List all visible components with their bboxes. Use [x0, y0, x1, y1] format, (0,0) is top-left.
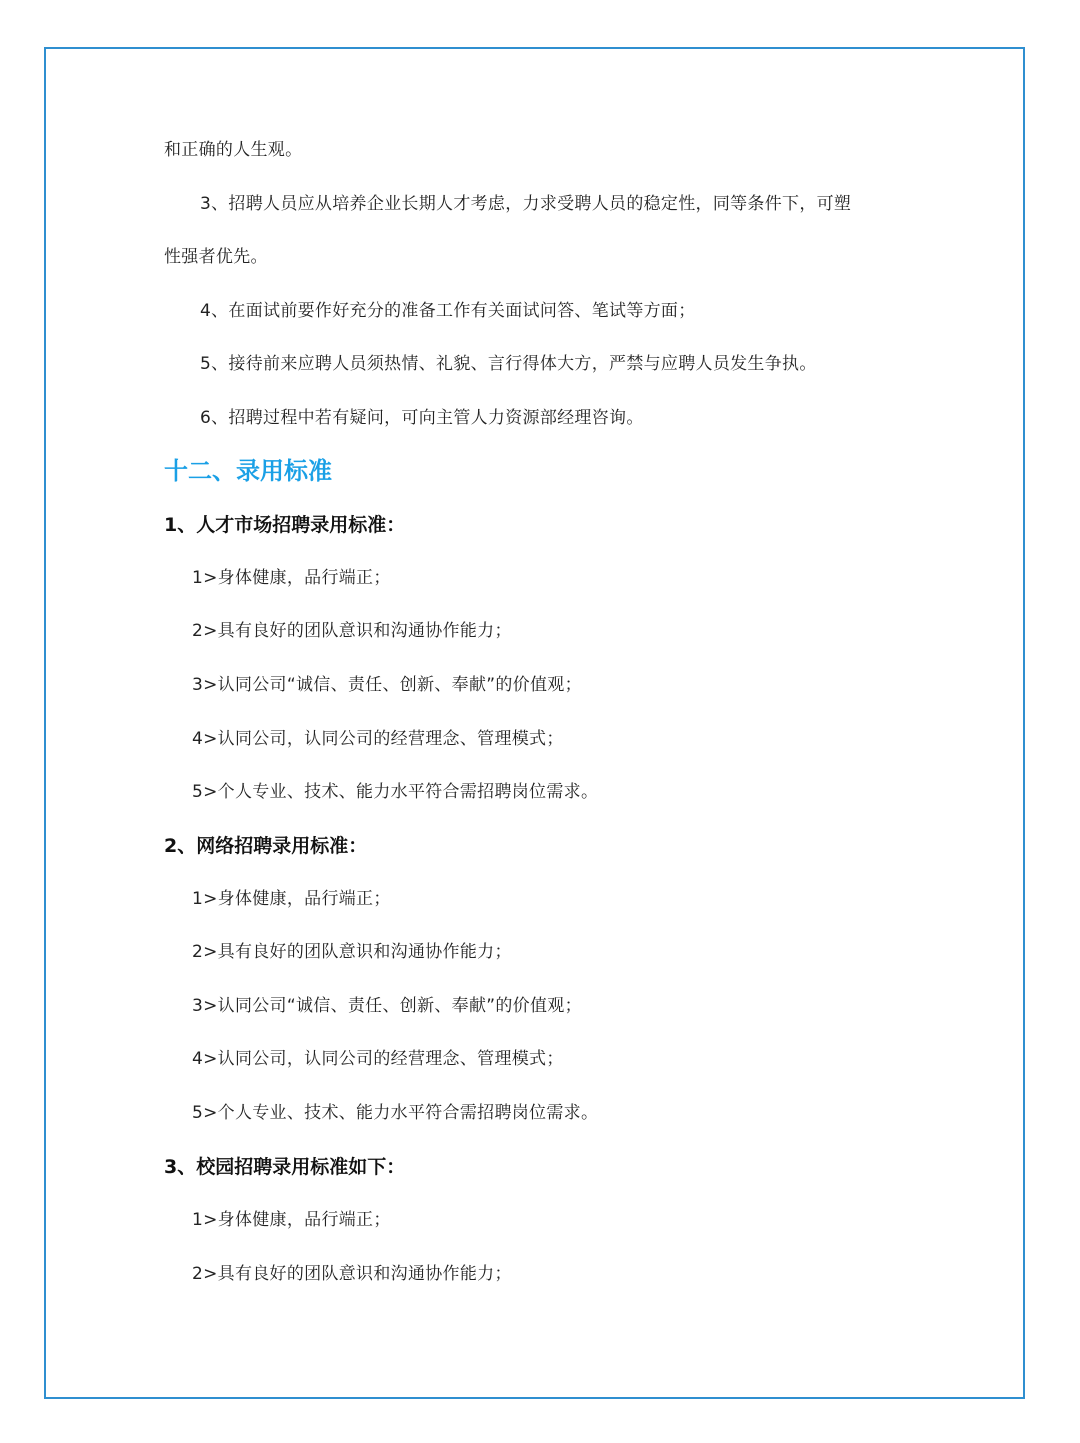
paragraph-item-4: 4、在面试前要作好充分的准备工作有关面试问答、笔试等方面； [200, 301, 696, 321]
list-item: 4>认同公司，认同公司的经营理念、管理模式； [192, 729, 564, 749]
list-item: 5>个人专业、技术、能力水平符合需招聘岗位需求。 [192, 1103, 599, 1123]
subsection-heading-campus: 3、校园招聘录用标准如下： [164, 1156, 406, 1178]
paragraph-line: 和正确的人生观。 [164, 140, 303, 160]
list-item: 2>具有良好的团队意识和沟通协作能力； [192, 621, 512, 641]
list-item: 4>认同公司，认同公司的经营理念、管理模式； [192, 1049, 564, 1069]
paragraph-item-3: 3、招聘人员应从培养企业长期人才考虑，力求受聘人员的稳定性，同等条件下，可塑 [200, 194, 852, 214]
section-title: 十二、录用标准 [164, 457, 332, 485]
list-item: 3>认同公司“诚信、责任、创新、奉献”的价值观； [192, 996, 582, 1016]
list-item: 1>身体健康，品行端正； [192, 889, 391, 909]
subsection-heading-online: 2、网络招聘录用标准： [164, 835, 368, 857]
list-item: 1>身体健康，品行端正； [192, 1210, 391, 1230]
paragraph-item-6: 6、招聘过程中若有疑问，可向主管人力资源部经理咨询。 [200, 408, 644, 428]
list-item: 3>认同公司“诚信、责任、创新、奉献”的价值观； [192, 675, 582, 695]
list-item: 1>身体健康，品行端正； [192, 568, 391, 588]
subsection-heading-talent-market: 1、人才市场招聘录用标准： [164, 514, 406, 536]
list-item: 5>个人专业、技术、能力水平符合需招聘岗位需求。 [192, 782, 599, 802]
paragraph-item-3-continued: 性强者优先。 [164, 247, 268, 267]
list-item: 2>具有良好的团队意识和沟通协作能力； [192, 1264, 512, 1284]
list-item: 2>具有良好的团队意识和沟通协作能力； [192, 942, 512, 962]
paragraph-item-5: 5、接待前来应聘人员须热情、礼貌、言行得体大方，严禁与应聘人员发生争执。 [200, 354, 817, 374]
